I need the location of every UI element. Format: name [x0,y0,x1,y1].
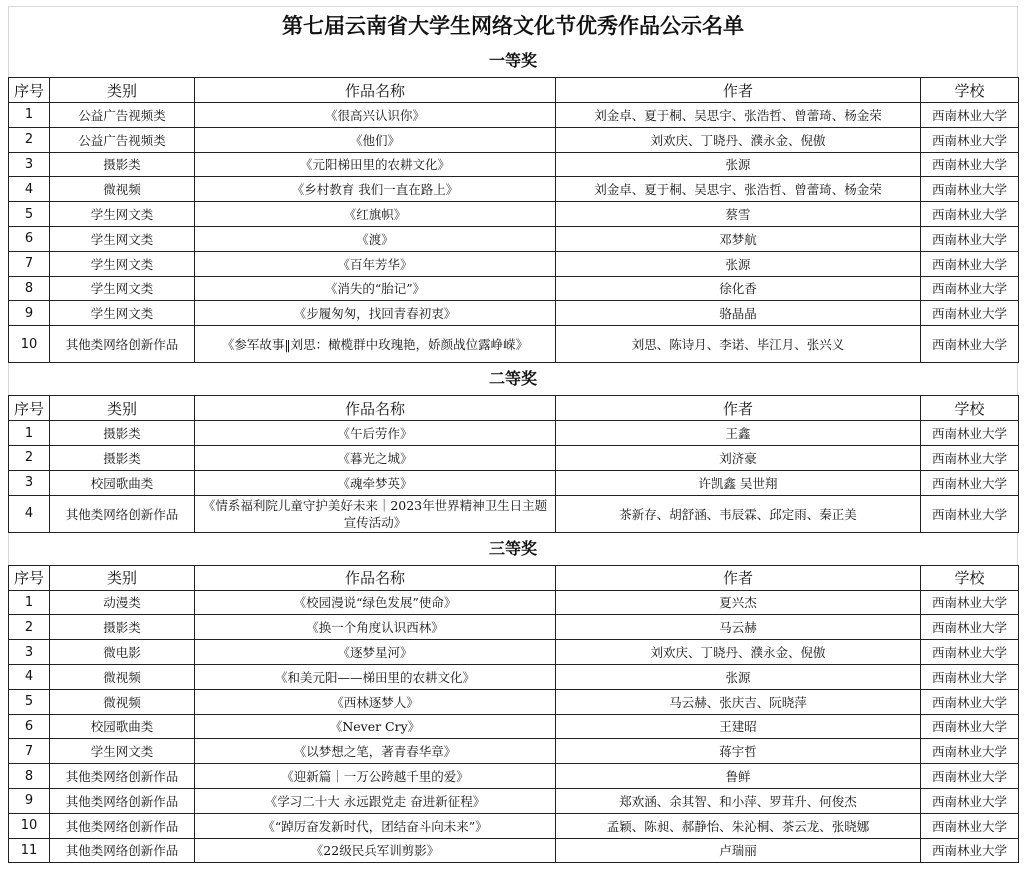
cell-school: 西南林业大学 [921,714,1019,739]
table-row [9,714,1019,739]
cell-school: 西南林业大学 [921,202,1019,227]
cell-category: 微视频 [50,177,195,202]
cell-school: 西南林业大学 [921,276,1019,301]
cell-school: 西南林业大学 [921,664,1019,689]
cell-school: 西南林业大学 [921,301,1019,326]
table-row [9,421,1019,446]
cell-author: 蒋宇哲 [556,739,921,764]
table-row [9,640,1019,665]
table-row [9,152,1019,177]
award-sections [8,45,1018,863]
cell-category: 公益广告视频类 [50,103,195,128]
cell-school: 西南林业大学 [921,421,1019,446]
table-row [9,764,1019,789]
cell-work: 《逐梦星河》 [195,640,556,665]
cell-author: 孟颖、陈昶、郝静怡、朱沁桐、茶云龙、张晓娜 [556,813,921,838]
cell-no: 2 [9,127,50,152]
cell-author: 马云赫、张庆吉、阮晓萍 [556,689,921,714]
cell-school: 西南林业大学 [921,177,1019,202]
cell-work: 《魂牵梦英》 [195,470,556,495]
cell-work: 《午后劳作》 [195,421,556,446]
section-title: 一等奖 [8,45,1018,77]
cell-category: 学生网文类 [50,226,195,251]
cell-author: 马云赫 [556,615,921,640]
cell-author: 张源 [556,152,921,177]
section-title: 三等奖 [8,533,1018,565]
cell-work: 《情系福利院儿童守护美好未来｜2023年世界精神卫生日主题宣传活动》 [195,495,556,532]
page-title: 第七届云南省大学生网络文化节优秀作品公示名单 [8,6,1018,45]
cell-no: 6 [9,714,50,739]
cell-work: 《Never Cry》 [195,714,556,739]
cell-no: 9 [9,301,50,326]
cell-category: 其他类网络创新作品 [50,838,195,863]
table-row [9,326,1019,363]
header-work: 作品名称 [195,78,556,103]
table-row [9,739,1019,764]
cell-no: 3 [9,640,50,665]
table-row [9,590,1019,615]
cell-no: 3 [9,470,50,495]
cell-school: 西南林业大学 [921,689,1019,714]
cell-work: 《校园漫说“绿色发展”使命》 [195,590,556,615]
cell-author: 茶新存、胡舒涵、韦辰霖、邱定雨、秦正美 [556,495,921,532]
cell-category: 微视频 [50,689,195,714]
table-row [9,470,1019,495]
cell-no: 2 [9,615,50,640]
table-row [9,276,1019,301]
cell-no: 4 [9,495,50,532]
cell-category: 摄影类 [50,445,195,470]
cell-school: 西南林业大学 [921,640,1019,665]
cell-category: 微视频 [50,664,195,689]
table-row [9,445,1019,470]
cell-category: 其他类网络创新作品 [50,813,195,838]
cell-author: 夏兴杰 [556,590,921,615]
table-row [9,788,1019,813]
cell-work: 《他们》 [195,127,556,152]
cell-author: 许凯鑫 吴世翔 [556,470,921,495]
table-row [9,251,1019,276]
section-title: 二等奖 [8,363,1018,395]
cell-school: 西南林业大学 [921,152,1019,177]
cell-category: 其他类网络创新作品 [50,764,195,789]
cell-no: 3 [9,152,50,177]
cell-no: 11 [9,838,50,863]
cell-school: 西南林业大学 [921,103,1019,128]
cell-work: 《以梦想之笔，著青春华章》 [195,739,556,764]
cell-author: 蔡雪 [556,202,921,227]
table-row [9,689,1019,714]
header-school: 学校 [921,396,1019,421]
header-category: 类别 [50,78,195,103]
cell-category: 学生网文类 [50,276,195,301]
cell-work: 《暮光之城》 [195,445,556,470]
cell-author: 郑欢涵、余其智、和小萍、罗茸升、何俊杰 [556,788,921,813]
header-school: 学校 [921,78,1019,103]
header-author: 作者 [556,78,921,103]
table-header-row [9,78,1019,103]
cell-no: 2 [9,445,50,470]
table-row [9,615,1019,640]
cell-school: 西南林业大学 [921,788,1019,813]
award-table [8,77,1019,363]
cell-category: 其他类网络创新作品 [50,326,195,363]
award-table [8,395,1019,532]
table-row [9,177,1019,202]
cell-work: 《22级民兵军训剪影》 [195,838,556,863]
cell-category: 其他类网络创新作品 [50,495,195,532]
cell-work: 《参军故事‖刘思：橄榄群中玫瑰艳，娇颜战位露峥嵘》 [195,326,556,363]
award-table [8,565,1019,864]
header-work: 作品名称 [195,396,556,421]
cell-work: 《红旗帜》 [195,202,556,227]
cell-author: 刘济豪 [556,445,921,470]
cell-school: 西南林业大学 [921,326,1019,363]
cell-no: 7 [9,251,50,276]
cell-no: 1 [9,590,50,615]
header-no: 序号 [9,565,50,590]
table-row [9,838,1019,863]
cell-category: 动漫类 [50,590,195,615]
cell-no: 6 [9,226,50,251]
cell-category: 学生网文类 [50,251,195,276]
cell-author: 邓梦航 [556,226,921,251]
cell-author: 鲁鲜 [556,764,921,789]
cell-no: 9 [9,788,50,813]
header-no: 序号 [9,78,50,103]
cell-no: 1 [9,421,50,446]
cell-school: 西南林业大学 [921,838,1019,863]
cell-work: 《渡》 [195,226,556,251]
cell-author: 张源 [556,664,921,689]
cell-school: 西南林业大学 [921,764,1019,789]
table-row [9,127,1019,152]
cell-work: 《步履匆匆，找回青春初衷》 [195,301,556,326]
cell-category: 摄影类 [50,421,195,446]
header-author: 作者 [556,565,921,590]
cell-author: 刘金卓、夏于桐、吴思宇、张浩哲、曾蕾琦、杨金荣 [556,177,921,202]
cell-school: 西南林业大学 [921,226,1019,251]
cell-school: 西南林业大学 [921,615,1019,640]
header-category: 类别 [50,565,195,590]
cell-author: 刘欢庆、丁晓丹、濮永金、倪傲 [556,127,921,152]
cell-author: 张源 [556,251,921,276]
cell-author: 骆晶晶 [556,301,921,326]
table-header-row [9,565,1019,590]
cell-category: 校园歌曲类 [50,470,195,495]
cell-school: 西南林业大学 [921,813,1019,838]
table-row [9,301,1019,326]
cell-category: 微电影 [50,640,195,665]
header-school: 学校 [921,565,1019,590]
cell-work: 《消失的“胎记”》 [195,276,556,301]
cell-no: 5 [9,689,50,714]
header-author: 作者 [556,396,921,421]
cell-school: 西南林业大学 [921,739,1019,764]
cell-school: 西南林业大学 [921,127,1019,152]
cell-work: 《和美元阳——梯田里的农耕文化》 [195,664,556,689]
header-no: 序号 [9,396,50,421]
cell-work: 《乡村教育 我们一直在路上》 [195,177,556,202]
header-category: 类别 [50,396,195,421]
cell-author: 王建昭 [556,714,921,739]
table-header-row [9,396,1019,421]
cell-category: 学生网文类 [50,301,195,326]
cell-work: 《换一个角度认识西林》 [195,615,556,640]
cell-author: 卢瑞丽 [556,838,921,863]
table-row [9,495,1019,532]
cell-no: 10 [9,326,50,363]
cell-category: 学生网文类 [50,739,195,764]
cell-author: 刘金卓、夏于桐、吴思宇、张浩哲、曾蕾琦、杨金荣 [556,103,921,128]
cell-no: 10 [9,813,50,838]
cell-no: 8 [9,764,50,789]
cell-school: 西南林业大学 [921,590,1019,615]
cell-work: 《百年芳华》 [195,251,556,276]
cell-school: 西南林业大学 [921,495,1019,532]
header-work: 作品名称 [195,565,556,590]
table-row [9,813,1019,838]
cell-school: 西南林业大学 [921,251,1019,276]
cell-no: 7 [9,739,50,764]
cell-author: 刘思、陈诗月、李诺、毕江月、张兴义 [556,326,921,363]
table-row [9,226,1019,251]
cell-author: 徐化香 [556,276,921,301]
cell-category: 其他类网络创新作品 [50,788,195,813]
cell-school: 西南林业大学 [921,470,1019,495]
cell-author: 王鑫 [556,421,921,446]
cell-no: 5 [9,202,50,227]
cell-no: 4 [9,177,50,202]
table-row [9,664,1019,689]
cell-work: 《迎新篇｜一万公跨越千里的爱》 [195,764,556,789]
cell-no: 8 [9,276,50,301]
table-row [9,202,1019,227]
cell-no: 4 [9,664,50,689]
cell-school: 西南林业大学 [921,445,1019,470]
cell-work: 《元阳梯田里的农耕文化》 [195,152,556,177]
award-list-document [8,6,1018,863]
cell-work: 《西林逐梦人》 [195,689,556,714]
cell-work: 《学习二十大 永远跟党走 奋进新征程》 [195,788,556,813]
table-row [9,103,1019,128]
cell-category: 公益广告视频类 [50,127,195,152]
cell-category: 学生网文类 [50,202,195,227]
cell-work: 《很高兴认识你》 [195,103,556,128]
cell-author: 刘欢庆、丁晓丹、濮永金、倪傲 [556,640,921,665]
cell-category: 校园歌曲类 [50,714,195,739]
cell-category: 摄影类 [50,152,195,177]
cell-work: 《“踔厉奋发新时代，团结奋斗向未来”》 [195,813,556,838]
cell-no: 1 [9,103,50,128]
cell-category: 摄影类 [50,615,195,640]
